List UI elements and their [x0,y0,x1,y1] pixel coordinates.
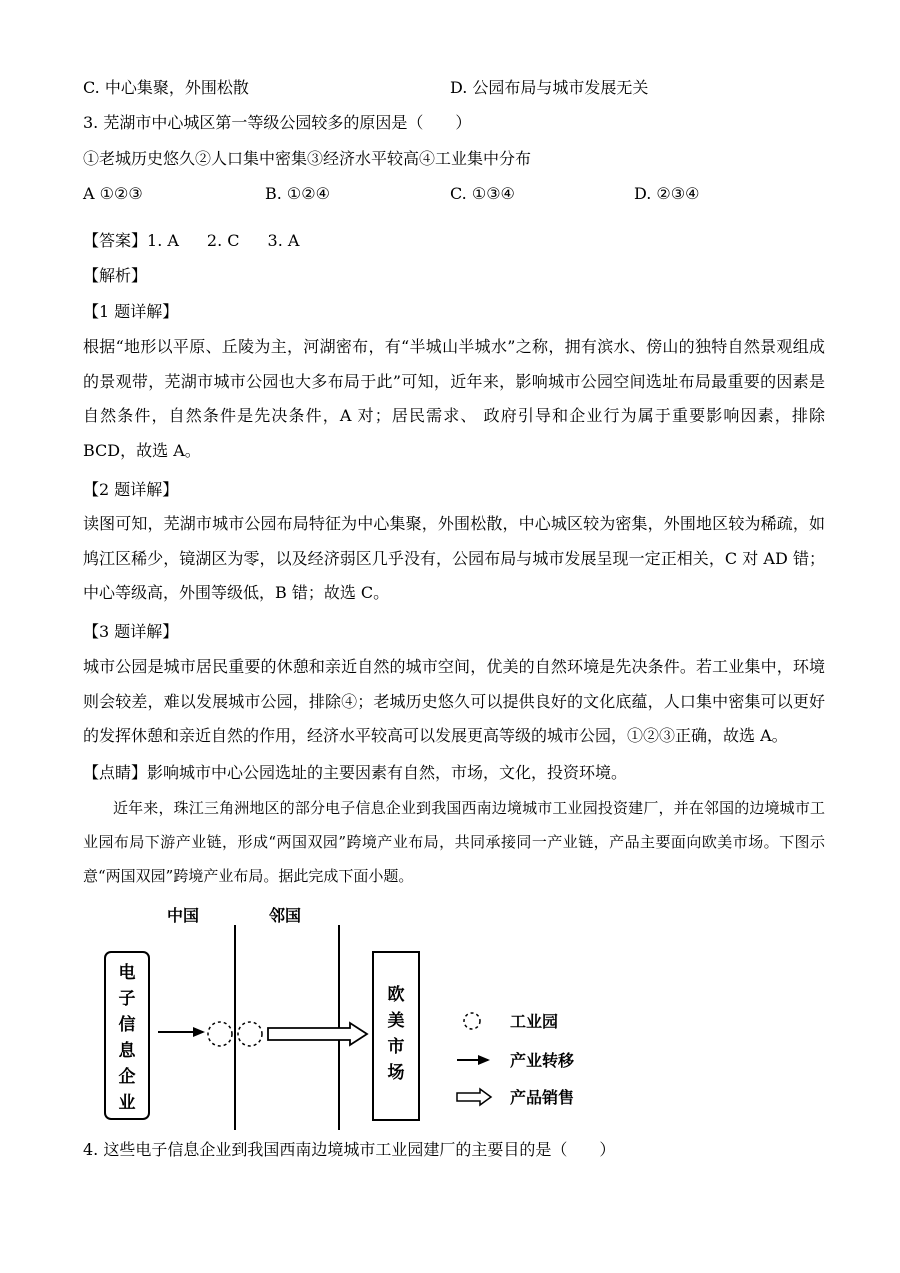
label-neighbor: 邻国 [269,906,302,925]
q3-stem: 3. 芜湖市中心城区第一等级公园较多的原因是（ ） [83,113,472,132]
q3-option-b: B. ①②④ [265,184,330,203]
q2-option-c: C. 中心集聚，外围松散 [83,78,249,97]
q4-stem: 4. 这些电子信息企业到我国西南边境城市工业园建厂的主要目的是（ ） [83,1140,616,1159]
industrial-park-china-icon [208,1022,232,1046]
reading-passage: 近年来，珠江三角洲地区的部分电子信息企业到我国西南边境城市工业园投资建厂，并在邻国的边境城市工业园布局下游产业链，形成“两国双园”跨境产业布局，共同承接同一产业链，产品主要面向欧美市场。下图示意“两国双园”跨境产业布局。据此完成下面小题。 [83,799,825,885]
q3-option-c: C. ①③④ [450,184,515,203]
answer-label: 【答案】 [83,231,148,250]
answer-1: 1. A [147,231,179,250]
legend-sales-icon [457,1089,491,1105]
label-china: 中国 [167,906,200,925]
analysis-label: 【解析】 [83,266,148,285]
detail2-title: 【2 题详解】 [83,480,179,499]
legend-park-icon [464,1013,480,1029]
two-countries-two-parks-diagram [95,895,605,1135]
legend-park-label: 工业园 [510,1012,559,1031]
q3-option-a: A ①②③ [83,184,143,203]
legend-transfer-label: 产业转移 [510,1051,575,1070]
detail2-text: 读图可知，芜湖市城市公园布局特征为中心集聚，外围松散，中心城区较为密集，外围地区较为稀疏，如鸠江区稀少，镜湖区为零，以及经济弱区几乎没有，公园布局与城市发展呈现一定正相关，C 对 AD 错；中心等级高，外围等级低，B 错；故选 C。 [83,514,825,602]
legend-sales-label: 产品销售 [510,1088,575,1107]
industrial-park-neighbor-icon [238,1022,262,1046]
q2-option-d: D. 公园布局与城市发展无关 [450,78,649,97]
market-box [373,952,419,1120]
enterprise-char: 电 [118,963,136,983]
product-sales-arrow [268,1023,367,1045]
detail1-title: 【1 题详解】 [83,302,179,321]
q3-items: ①老城历史悠久②人口集中密集③经济水平较高④工业集中分布 [83,149,532,168]
market-char: 场 [387,1063,405,1083]
answer-line [83,231,327,251]
enterprise-char: 息 [118,1041,136,1061]
enterprise-char: 业 [118,1093,136,1113]
detail1-text: 根据“地形以平原、丘陵为主，河湖密布，有“半城山半城水”之称，拥有滨水、傍山的独特自然景观组成的景观带，芜湖市城市公园也大多布局于此”可知，近年来，影响城市公园空间选址布局最重要的因素是自然条件，自然条件是先决条件，A 对；居民需求、 政府引导和企业行为属于重要影响因素，排除 BCD，故选 A。 [83,337,825,460]
q3-option-d: D. ②③④ [634,184,700,203]
market-char: 美 [387,1011,405,1031]
detail3-title: 【3 题详解】 [83,622,179,641]
market-char: 市 [387,1037,405,1057]
answer-3: 3. A [267,231,300,250]
enterprise-char: 企 [118,1067,136,1087]
point-note: 【点睛】影响城市中心公园选址的主要因素有自然，市场，文化，投资环境。 [83,763,628,782]
market-char: 欧 [387,985,405,1005]
enterprise-char: 信 [118,1015,136,1035]
enterprise-char: 子 [118,989,136,1009]
answer-2: 2. C [206,231,240,250]
detail3-text: 城市公园是城市居民重要的休憩和亲近自然的城市空间，优美的自然环境是先决条件。若工业集中，环境则会较差，难以发展城市公园，排除④；老城历史悠久可以提供良好的文化底蕴，人口集中密集可以更好的发挥休憩和亲近自然的作用，经济水平较高可以发展更高等级的城市公园，①②③正确，故选 A。 [83,657,825,745]
